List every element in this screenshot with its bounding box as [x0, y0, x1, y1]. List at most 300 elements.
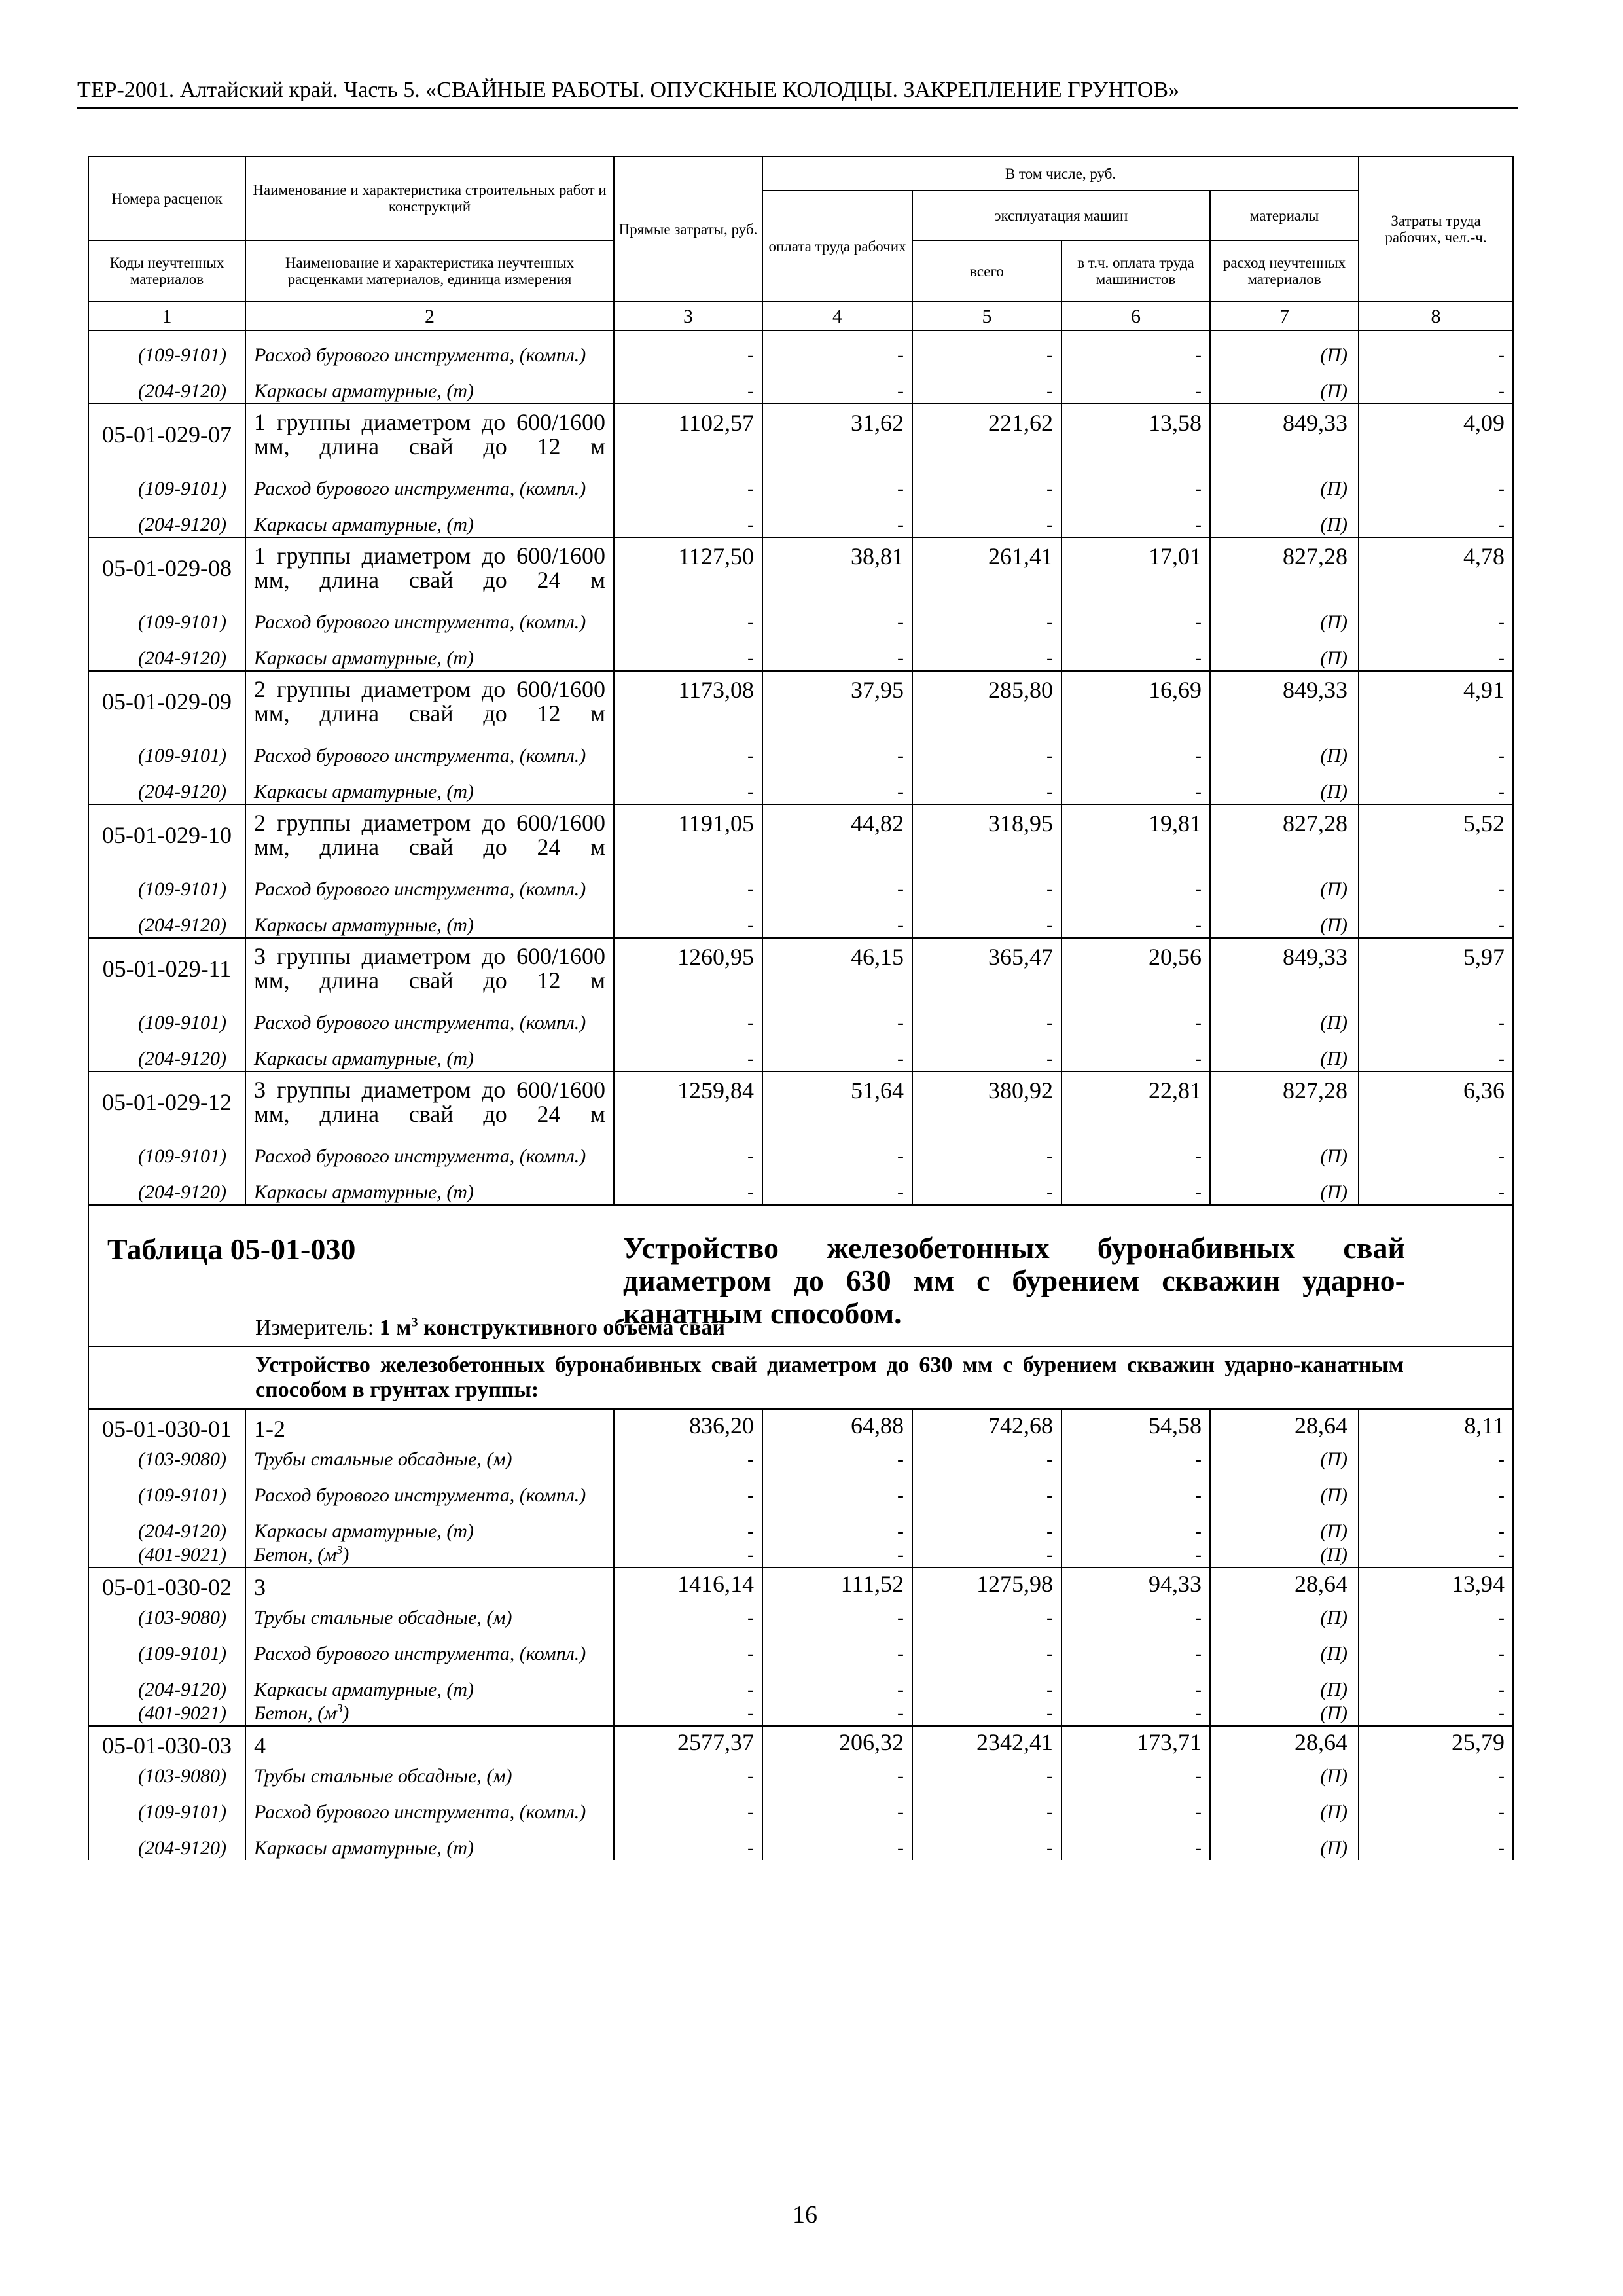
- empty-value: -: [912, 999, 1061, 1047]
- table-title-row: [88, 1205, 1513, 1346]
- empty-value: -: [614, 1837, 762, 1860]
- empty-value: -: [1359, 465, 1513, 513]
- material-row: [88, 780, 1513, 804]
- running-header: ТЕР-2001. Алтайский край. Часть 5. «СВАЙНЫЕ РАБОТЫ. ОПУСКНЫЕ КОЛОДЦЫ. ЗАКРЕПЛЕНИЕ ГРУНТОВ»: [77, 73, 1518, 109]
- empty-value: -: [762, 1606, 912, 1630]
- rate-name: 3 группы диаметром до 600/1600 мм, длина свай до 24 м: [245, 1071, 614, 1132]
- material-name: Расход бурового инструмента, (компл.): [245, 1132, 614, 1181]
- empty-value: -: [762, 1678, 912, 1702]
- empty-value: -: [1359, 865, 1513, 914]
- empty-value: -: [614, 1448, 762, 1471]
- material-name: Каркасы арматурные, (т): [245, 780, 614, 804]
- material-code: (109-9101): [88, 732, 245, 780]
- rate-value: 1416,14: [614, 1568, 762, 1606]
- table-title-cell: [88, 1205, 1513, 1346]
- col-number: 2: [245, 302, 614, 331]
- material-name: Каркасы арматурные, (т): [245, 513, 614, 537]
- material-name-end: ): [342, 1544, 349, 1566]
- material-mark: (П): [1210, 513, 1359, 537]
- empty-value: -: [1359, 598, 1513, 647]
- empty-value: -: [762, 380, 912, 404]
- material-name: Каркасы арматурные, (т): [245, 1181, 614, 1205]
- empty-value: -: [614, 1520, 762, 1543]
- material-row: [88, 647, 1513, 671]
- material-row: [88, 1788, 1513, 1837]
- material-row: [88, 380, 1513, 404]
- empty-value: -: [614, 1181, 762, 1205]
- rate-name: 1 группы диаметром до 600/1600 мм, длина свай до 24 м: [245, 537, 614, 598]
- rate-value: 380,92: [912, 1071, 1061, 1132]
- empty-value: -: [1359, 1837, 1513, 1860]
- empty-value: -: [912, 1047, 1061, 1071]
- material-row: [88, 1181, 1513, 1205]
- header-in-that-number: В том числе, руб.: [762, 156, 1359, 190]
- empty-value: -: [614, 1788, 762, 1837]
- empty-value: -: [762, 465, 912, 513]
- empty-value: -: [912, 1132, 1061, 1181]
- col-number: 3: [614, 302, 762, 331]
- empty-value: -: [1359, 1702, 1513, 1726]
- empty-value: -: [762, 914, 912, 938]
- empty-value: -: [1359, 380, 1513, 404]
- material-name: Расход бурового инструмента, (компл.): [245, 1788, 614, 1837]
- rate-code: 05-01-029-08: [88, 537, 245, 598]
- material-code: (204-9120): [88, 513, 245, 537]
- material-row: [88, 598, 1513, 647]
- material-row: [88, 1678, 1513, 1702]
- material-name: Расход бурового инструмента, (компл.): [245, 331, 614, 380]
- material-name: [245, 1543, 614, 1568]
- header-unaccounted-materials: расход неучтенных материалов: [1210, 240, 1359, 302]
- empty-value: -: [1061, 1606, 1210, 1630]
- material-mark: (П): [1210, 914, 1359, 938]
- rate-value: 2342,41: [912, 1726, 1061, 1765]
- material-code: (204-9120): [88, 1181, 245, 1205]
- header-name-works: Наименование и характеристика строительных работ и конструкций: [245, 156, 614, 240]
- rate-value: 5,97: [1359, 938, 1513, 999]
- empty-value: -: [1061, 380, 1210, 404]
- rate-row: [88, 938, 1513, 999]
- empty-value: -: [912, 380, 1061, 404]
- material-mark: (П): [1210, 331, 1359, 380]
- material-code: (204-9120): [88, 780, 245, 804]
- rate-name: 2 группы диаметром до 600/1600 мм, длина свай до 24 м: [245, 804, 614, 865]
- empty-value: -: [912, 732, 1061, 780]
- material-name: Расход бурового инструмента, (компл.): [245, 999, 614, 1047]
- empty-value: -: [912, 1543, 1061, 1568]
- material-mark: (П): [1210, 598, 1359, 647]
- material-name: Каркасы арматурные, (т): [245, 914, 614, 938]
- table-title-block: [89, 1206, 1512, 1346]
- rate-value: 221,62: [912, 404, 1061, 465]
- material-row: [88, 1471, 1513, 1520]
- rate-code: 05-01-029-12: [88, 1071, 245, 1132]
- empty-value: -: [1359, 1047, 1513, 1071]
- empty-value: -: [912, 513, 1061, 537]
- empty-value: -: [614, 999, 762, 1047]
- empty-value: -: [1061, 465, 1210, 513]
- empty-value: -: [614, 1678, 762, 1702]
- rate-value: 13,94: [1359, 1568, 1513, 1606]
- material-mark: (П): [1210, 647, 1359, 671]
- material-row: [88, 1765, 1513, 1788]
- empty-value: -: [614, 1702, 762, 1726]
- material-row: [88, 1520, 1513, 1543]
- empty-value: -: [614, 1765, 762, 1788]
- rate-row: [88, 671, 1513, 732]
- material-mark: (П): [1210, 465, 1359, 513]
- empty-value: -: [912, 331, 1061, 380]
- rate-value: 28,64: [1210, 1409, 1359, 1448]
- header-rate-numbers: Номера расценок: [88, 156, 245, 240]
- material-code: (109-9101): [88, 331, 245, 380]
- page-number: 16: [793, 2201, 817, 2229]
- material-row: [88, 1448, 1513, 1471]
- rate-value: 849,33: [1210, 938, 1359, 999]
- rate-row: [88, 1409, 1513, 1448]
- rate-value: 4,09: [1359, 404, 1513, 465]
- material-name: Каркасы арматурные, (т): [245, 1678, 614, 1702]
- material-mark: (П): [1210, 1132, 1359, 1181]
- empty-value: -: [1359, 1132, 1513, 1181]
- rates-table: [88, 156, 1514, 1860]
- material-name: Трубы стальные обсадные, (м): [245, 1606, 614, 1630]
- empty-value: -: [1061, 780, 1210, 804]
- empty-value: -: [762, 647, 912, 671]
- empty-value: -: [614, 465, 762, 513]
- col-number: 7: [1210, 302, 1359, 331]
- material-name: Расход бурового инструмента, (компл.): [245, 598, 614, 647]
- empty-value: -: [912, 465, 1061, 513]
- material-row: [88, 1606, 1513, 1630]
- empty-value: -: [1359, 1788, 1513, 1837]
- rate-value: 44,82: [762, 804, 912, 865]
- material-code: (204-9120): [88, 1837, 245, 1860]
- material-code: (204-9120): [88, 1047, 245, 1071]
- table-label: Таблица 05-01-030: [107, 1232, 356, 1266]
- material-code: (109-9101): [88, 1132, 245, 1181]
- empty-value: -: [1061, 331, 1210, 380]
- empty-value: -: [762, 1543, 912, 1568]
- rate-value: 4,78: [1359, 537, 1513, 598]
- empty-value: -: [1359, 1448, 1513, 1471]
- rate-value: 38,81: [762, 537, 912, 598]
- material-mark: (П): [1210, 732, 1359, 780]
- empty-value: -: [1061, 1702, 1210, 1726]
- material-row: [88, 513, 1513, 537]
- material-name: Трубы стальные обсадные, (м): [245, 1448, 614, 1471]
- rate-row: [88, 804, 1513, 865]
- rate-value: 31,62: [762, 404, 912, 465]
- empty-value: -: [1359, 780, 1513, 804]
- table-title: Устройство железобетонных буронабивных свай диаметром до 630 мм с бурением скважин ударно-канатным способом.: [623, 1231, 1405, 1330]
- empty-value: -: [1359, 331, 1513, 380]
- rate-name: 4: [245, 1726, 614, 1765]
- rate-value: 849,33: [1210, 404, 1359, 465]
- empty-value: -: [762, 598, 912, 647]
- rate-value: 1259,84: [614, 1071, 762, 1132]
- material-code: (109-9101): [88, 999, 245, 1047]
- rate-row: [88, 537, 1513, 598]
- material-name: Расход бурового инструмента, (компл.): [245, 732, 614, 780]
- empty-value: -: [1061, 1765, 1210, 1788]
- material-row: [88, 999, 1513, 1047]
- rate-value: 849,33: [1210, 671, 1359, 732]
- empty-value: -: [1061, 732, 1210, 780]
- empty-value: -: [1359, 1543, 1513, 1568]
- empty-value: -: [762, 331, 912, 380]
- empty-value: -: [762, 1702, 912, 1726]
- empty-value: -: [762, 865, 912, 914]
- empty-value: -: [1061, 1788, 1210, 1837]
- empty-value: -: [614, 1047, 762, 1071]
- empty-value: -: [762, 1132, 912, 1181]
- rate-value: 16,69: [1061, 671, 1210, 732]
- material-mark: (П): [1210, 1181, 1359, 1205]
- rate-value: 94,33: [1061, 1568, 1210, 1606]
- empty-value: -: [762, 1181, 912, 1205]
- rate-value: 2577,37: [614, 1726, 762, 1765]
- empty-value: -: [614, 1630, 762, 1678]
- rate-value: 261,41: [912, 537, 1061, 598]
- empty-value: -: [912, 1448, 1061, 1471]
- subheading-cell: [88, 1346, 1513, 1409]
- rate-value: 20,56: [1061, 938, 1210, 999]
- empty-value: -: [1061, 999, 1210, 1047]
- empty-value: -: [1061, 598, 1210, 647]
- material-row: [88, 732, 1513, 780]
- material-row: [88, 331, 1513, 380]
- empty-value: -: [1061, 1543, 1210, 1568]
- empty-value: -: [1359, 1765, 1513, 1788]
- empty-value: -: [1359, 1630, 1513, 1678]
- rate-value: 1127,50: [614, 537, 762, 598]
- header-worker-pay: оплата труда рабочих: [762, 190, 912, 302]
- material-code: (109-9101): [88, 465, 245, 513]
- empty-value: -: [1359, 513, 1513, 537]
- empty-value: -: [1061, 1520, 1210, 1543]
- material-name: Каркасы арматурные, (т): [245, 1520, 614, 1543]
- empty-value: -: [1359, 1520, 1513, 1543]
- rate-row: [88, 404, 1513, 465]
- empty-value: -: [912, 1837, 1061, 1860]
- rate-value: 836,20: [614, 1409, 762, 1448]
- material-name: Каркасы арматурные, (т): [245, 647, 614, 671]
- empty-value: -: [1061, 1837, 1210, 1860]
- material-mark: (П): [1210, 1788, 1359, 1837]
- material-mark: (П): [1210, 1837, 1359, 1860]
- material-mark: (П): [1210, 1047, 1359, 1071]
- empty-value: -: [614, 513, 762, 537]
- rate-code: 05-01-030-02: [88, 1568, 245, 1606]
- empty-value: -: [1359, 1606, 1513, 1630]
- empty-value: -: [614, 380, 762, 404]
- material-row: [88, 1047, 1513, 1071]
- rate-value: 365,47: [912, 938, 1061, 999]
- empty-value: -: [912, 1630, 1061, 1678]
- material-code: (204-9120): [88, 647, 245, 671]
- rate-row: [88, 1568, 1513, 1606]
- empty-value: -: [1061, 865, 1210, 914]
- material-code: (109-9101): [88, 1471, 245, 1520]
- material-name: [245, 1702, 614, 1726]
- unit-superscript: 3: [336, 1543, 343, 1556]
- unit-superscript: 3: [411, 1315, 418, 1330]
- rate-code: 05-01-030-01: [88, 1409, 245, 1448]
- material-name-text: Бетон, (м: [254, 1702, 337, 1724]
- empty-value: -: [762, 513, 912, 537]
- rate-row: [88, 1071, 1513, 1132]
- material-row: [88, 1837, 1513, 1860]
- header-machines: эксплуатация машин: [912, 190, 1210, 240]
- rate-code: 05-01-029-09: [88, 671, 245, 732]
- empty-value: -: [762, 999, 912, 1047]
- rate-name: 1 группы диаметром до 600/1600 мм, длина свай до 12 м: [245, 404, 614, 465]
- material-row: [88, 1702, 1513, 1726]
- rate-value: 827,28: [1210, 1071, 1359, 1132]
- empty-value: -: [912, 1678, 1061, 1702]
- rate-code: 05-01-029-10: [88, 804, 245, 865]
- rate-value: 64,88: [762, 1409, 912, 1448]
- rate-value: 285,80: [912, 671, 1061, 732]
- material-name: Каркасы арматурные, (т): [245, 1047, 614, 1071]
- material-name: Каркасы арматурные, (т): [245, 1837, 614, 1860]
- empty-value: -: [762, 1471, 912, 1520]
- material-code: (204-9120): [88, 1678, 245, 1702]
- empty-value: -: [1061, 1678, 1210, 1702]
- material-name: Каркасы арматурные, (т): [245, 380, 614, 404]
- rate-value: 17,01: [1061, 537, 1210, 598]
- material-mark: (П): [1210, 1520, 1359, 1543]
- rate-row: [88, 1726, 1513, 1765]
- empty-value: -: [614, 1132, 762, 1181]
- rate-name: 1-2: [245, 1409, 614, 1448]
- rate-value: 1275,98: [912, 1568, 1061, 1606]
- material-name-text: Бетон, (м: [254, 1544, 337, 1566]
- material-mark: (П): [1210, 999, 1359, 1047]
- empty-value: -: [1061, 1630, 1210, 1678]
- empty-value: -: [762, 1520, 912, 1543]
- empty-value: -: [912, 1471, 1061, 1520]
- empty-value: -: [1061, 1471, 1210, 1520]
- material-code: (103-9080): [88, 1448, 245, 1471]
- empty-value: -: [614, 1606, 762, 1630]
- empty-value: -: [1359, 999, 1513, 1047]
- rate-value: 8,11: [1359, 1409, 1513, 1448]
- empty-value: -: [912, 1765, 1061, 1788]
- empty-value: -: [614, 331, 762, 380]
- empty-value: -: [1359, 1181, 1513, 1205]
- rate-value: 28,64: [1210, 1568, 1359, 1606]
- material-mark: (П): [1210, 1448, 1359, 1471]
- header-total: всего: [912, 240, 1061, 302]
- measure-rest: конструктивного объема свай: [418, 1316, 725, 1340]
- rate-name: 3: [245, 1568, 614, 1606]
- col-number: 8: [1359, 302, 1513, 331]
- rate-value: 19,81: [1061, 804, 1210, 865]
- empty-value: -: [614, 1471, 762, 1520]
- unit-superscript: 3: [336, 1702, 343, 1715]
- rate-value: 13,58: [1061, 404, 1210, 465]
- material-row: [88, 1630, 1513, 1678]
- rate-value: 37,95: [762, 671, 912, 732]
- empty-value: -: [1359, 1471, 1513, 1520]
- rate-value: 1260,95: [614, 938, 762, 999]
- material-mark: (П): [1210, 1678, 1359, 1702]
- empty-value: -: [912, 914, 1061, 938]
- rate-code: 05-01-029-07: [88, 404, 245, 465]
- material-code: (204-9120): [88, 914, 245, 938]
- rate-value: 827,28: [1210, 537, 1359, 598]
- rate-value: 173,71: [1061, 1726, 1210, 1765]
- material-code: (401-9021): [88, 1702, 245, 1726]
- rate-value: 111,52: [762, 1568, 912, 1606]
- rate-code: 05-01-030-03: [88, 1726, 245, 1765]
- rate-value: 54,58: [1061, 1409, 1210, 1448]
- material-code: (401-9021): [88, 1543, 245, 1568]
- empty-value: -: [1061, 914, 1210, 938]
- measure-value: [380, 1316, 725, 1340]
- empty-value: -: [614, 780, 762, 804]
- material-mark: (П): [1210, 1630, 1359, 1678]
- material-mark: (П): [1210, 865, 1359, 914]
- material-row: [88, 1543, 1513, 1568]
- material-mark: (П): [1210, 1702, 1359, 1726]
- material-mark: (П): [1210, 380, 1359, 404]
- header-materials: материалы: [1210, 190, 1359, 240]
- empty-value: -: [762, 1788, 912, 1837]
- empty-value: -: [762, 1630, 912, 1678]
- material-code: (109-9101): [88, 1630, 245, 1678]
- empty-value: -: [912, 1520, 1061, 1543]
- measure-prefix: Измеритель:: [255, 1316, 380, 1340]
- material-name: Расход бурового инструмента, (компл.): [245, 1471, 614, 1520]
- empty-value: -: [1359, 732, 1513, 780]
- rate-value: 1102,57: [614, 404, 762, 465]
- empty-value: -: [1359, 647, 1513, 671]
- empty-value: -: [762, 1765, 912, 1788]
- rate-value: 206,32: [762, 1726, 912, 1765]
- empty-value: -: [614, 732, 762, 780]
- material-code: (103-9080): [88, 1606, 245, 1630]
- rate-value: 1191,05: [614, 804, 762, 865]
- empty-value: -: [912, 1181, 1061, 1205]
- material-mark: (П): [1210, 1606, 1359, 1630]
- material-mark: (П): [1210, 1543, 1359, 1568]
- empty-value: -: [912, 647, 1061, 671]
- subheading-row: [88, 1346, 1513, 1409]
- empty-value: -: [614, 647, 762, 671]
- empty-value: -: [1061, 513, 1210, 537]
- material-name: Трубы стальные обсадные, (м): [245, 1765, 614, 1788]
- measure-unit: [255, 1316, 725, 1340]
- header-labor: Затраты труда рабочих, чел.-ч.: [1359, 156, 1513, 302]
- empty-value: -: [762, 1047, 912, 1071]
- material-code: (109-9101): [88, 865, 245, 914]
- material-name: Расход бурового инструмента, (компл.): [245, 465, 614, 513]
- rate-value: 4,91: [1359, 671, 1513, 732]
- rate-value: 1173,08: [614, 671, 762, 732]
- empty-value: -: [1061, 1132, 1210, 1181]
- material-code: (204-9120): [88, 380, 245, 404]
- rate-name: 3 группы диаметром до 600/1600 мм, длина свай до 12 м: [245, 938, 614, 999]
- material-row: [88, 914, 1513, 938]
- empty-value: -: [912, 1606, 1061, 1630]
- rate-value: 22,81: [1061, 1071, 1210, 1132]
- material-row: [88, 465, 1513, 513]
- empty-value: -: [912, 865, 1061, 914]
- subheading: Устройство железобетонных буронабивных свай диаметром до 630 мм с бурением скважин ударно-канатным способом в грунтах группы:: [255, 1353, 1404, 1402]
